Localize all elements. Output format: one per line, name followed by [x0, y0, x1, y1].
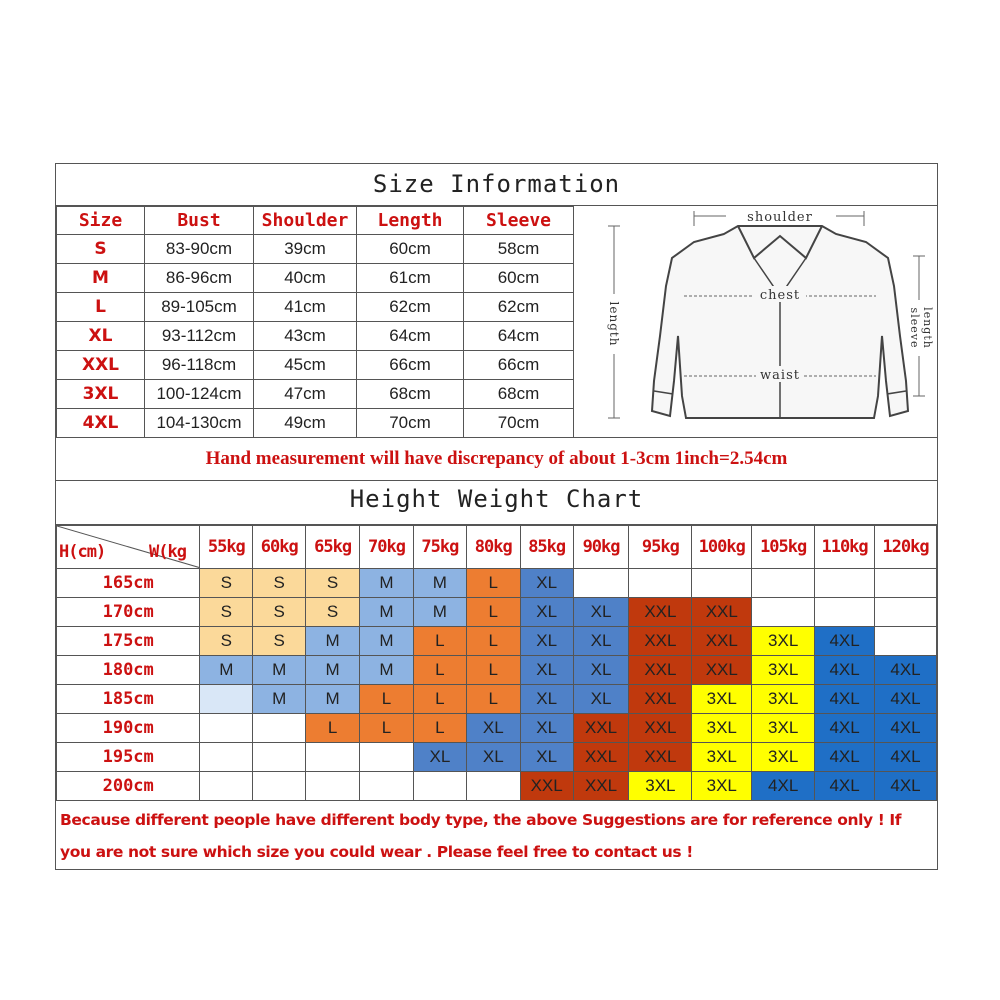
- size-recommendation-cell: S: [253, 598, 306, 627]
- size-recommendation-cell: 4XL: [875, 772, 937, 801]
- hw-table-row: [57, 627, 937, 656]
- weight-header-cell: 105kg: [752, 526, 815, 569]
- size-recommendation-cell: L: [466, 627, 520, 656]
- size-value-cell: 104-130cm: [145, 409, 254, 438]
- size-recommendation-cell: [466, 772, 520, 801]
- size-recommendation-cell: XL: [520, 627, 573, 656]
- weight-axis-label: W(kg: [149, 542, 186, 562]
- size-recommendation-cell: [413, 772, 466, 801]
- size-recommendation-cell: XXL: [629, 656, 692, 685]
- size-recommendation-cell: [752, 598, 815, 627]
- size-info-title: Size Information: [372, 170, 621, 198]
- size-recommendation-cell: M: [360, 656, 414, 685]
- size-value-cell: 66cm: [357, 351, 464, 380]
- size-recommendation-cell: L: [360, 685, 414, 714]
- hw-table-row: [57, 772, 937, 801]
- size-recommendation-cell: XXL: [573, 714, 629, 743]
- height-label-cell: 195cm: [57, 743, 200, 772]
- size-recommendation-cell: 4XL: [875, 743, 937, 772]
- size-recommendation-cell: M: [413, 598, 466, 627]
- size-recommendation-cell: [360, 743, 414, 772]
- size-recommendation-cell: 4XL: [815, 743, 875, 772]
- shirt-diagram-icon: [574, 206, 937, 436]
- discrepancy-note: Hand measurement will have discrepancy of about 1-3cm 1inch=2.54cm: [205, 448, 788, 469]
- height-axis-label: H(cm): [59, 542, 106, 562]
- weight-header-cell: 70kg: [360, 526, 414, 569]
- weight-header-cell: 80kg: [466, 526, 520, 569]
- size-value-cell: 58cm: [464, 235, 574, 264]
- chest-label: chest: [759, 288, 801, 303]
- size-recommendation-cell: [692, 569, 752, 598]
- size-recommendation-cell: [253, 714, 306, 743]
- hw-table-row: [57, 598, 937, 627]
- reference-note: Because different people have different body type, the above Suggestions are for reference only ! If you are not sure which size you could wear . Please feel free to contact us !: [60, 811, 902, 861]
- size-recommendation-cell: 4XL: [815, 714, 875, 743]
- size-recommendation-cell: L: [466, 685, 520, 714]
- size-recommendation-cell: [875, 627, 937, 656]
- weight-header-cell: 110kg: [815, 526, 875, 569]
- size-recommendation-cell: XL: [466, 714, 520, 743]
- size-recommendation-cell: [875, 598, 937, 627]
- shoulder-label: shoulder: [747, 210, 813, 225]
- size-recommendation-cell: M: [306, 627, 360, 656]
- size-table-header: [57, 207, 574, 235]
- size-recommendation-cell: 3XL: [752, 685, 815, 714]
- length-label: length: [607, 301, 621, 347]
- size-recommendation-cell: [306, 743, 360, 772]
- size-recommendation-cell: M: [360, 627, 414, 656]
- size-recommendation-cell: 4XL: [875, 685, 937, 714]
- size-recommendation-cell: L: [360, 714, 414, 743]
- size-recommendation-cell: XL: [520, 685, 573, 714]
- size-recommendation-cell: M: [360, 569, 414, 598]
- size-value-cell: 100-124cm: [145, 380, 254, 409]
- size-recommendation-cell: XL: [573, 656, 629, 685]
- size-value-cell: 61cm: [357, 264, 464, 293]
- height-label-cell: 175cm: [57, 627, 200, 656]
- size-recommendation-cell: XXL: [573, 743, 629, 772]
- size-value-cell: 45cm: [254, 351, 357, 380]
- weight-header-cell: 55kg: [200, 526, 253, 569]
- shirt-diagram: [574, 206, 937, 436]
- size-value-cell: 86-96cm: [145, 264, 254, 293]
- size-recommendation-cell: S: [306, 598, 360, 627]
- size-label-cell: XXL: [57, 351, 145, 380]
- height-label-cell: 180cm: [57, 656, 200, 685]
- size-recommendation-cell: XL: [573, 627, 629, 656]
- size-value-cell: 83-90cm: [145, 235, 254, 264]
- height-label-cell: 165cm: [57, 569, 200, 598]
- height-weight-table: [56, 525, 937, 801]
- size-value-cell: 62cm: [464, 293, 574, 322]
- size-recommendation-cell: L: [466, 598, 520, 627]
- size-value-cell: 39cm: [254, 235, 357, 264]
- height-label-cell: 200cm: [57, 772, 200, 801]
- size-recommendation-cell: S: [200, 598, 253, 627]
- size-table-row: [57, 409, 574, 438]
- weight-header-cell: 85kg: [520, 526, 573, 569]
- size-recommendation-cell: 3XL: [692, 685, 752, 714]
- size-label-cell: L: [57, 293, 145, 322]
- size-recommendation-cell: M: [360, 598, 414, 627]
- size-recommendation-cell: [253, 772, 306, 801]
- size-recommendation-cell: L: [413, 627, 466, 656]
- size-value-cell: 68cm: [464, 380, 574, 409]
- size-recommendation-cell: [253, 743, 306, 772]
- size-recommendation-cell: XXL: [629, 627, 692, 656]
- size-table-header-cell: Length: [357, 207, 464, 235]
- size-recommendation-cell: 4XL: [815, 772, 875, 801]
- size-label-cell: XL: [57, 322, 145, 351]
- size-recommendation-cell: XL: [520, 656, 573, 685]
- divider: [56, 480, 937, 481]
- size-value-cell: 93-112cm: [145, 322, 254, 351]
- size-value-cell: 70cm: [357, 409, 464, 438]
- size-recommendation-cell: M: [306, 685, 360, 714]
- size-recommendation-cell: XXL: [692, 656, 752, 685]
- weight-header-cell: 60kg: [253, 526, 306, 569]
- size-value-cell: 62cm: [357, 293, 464, 322]
- weight-header-cell: 100kg: [692, 526, 752, 569]
- size-recommendation-cell: S: [200, 627, 253, 656]
- size-recommendation-cell: [875, 569, 937, 598]
- size-recommendation-cell: [573, 569, 629, 598]
- height-label-cell: 190cm: [57, 714, 200, 743]
- size-recommendation-cell: 4XL: [875, 714, 937, 743]
- size-table-row: [57, 322, 574, 351]
- size-recommendation-cell: XL: [466, 743, 520, 772]
- size-recommendation-cell: M: [253, 656, 306, 685]
- size-table-row: [57, 351, 574, 380]
- size-table-row: [57, 264, 574, 293]
- weight-header-cell: 120kg: [875, 526, 937, 569]
- hw-table-header: [57, 526, 937, 569]
- size-recommendation-cell: 3XL: [692, 772, 752, 801]
- size-value-cell: 43cm: [254, 322, 357, 351]
- size-recommendation-cell: XXL: [629, 743, 692, 772]
- size-recommendation-cell: 4XL: [875, 656, 937, 685]
- size-recommendation-cell: 3XL: [752, 743, 815, 772]
- size-value-cell: 64cm: [357, 322, 464, 351]
- height-label-cell: 170cm: [57, 598, 200, 627]
- size-recommendation-cell: S: [253, 569, 306, 598]
- size-table: [56, 206, 574, 438]
- size-recommendation-cell: 3XL: [752, 714, 815, 743]
- size-recommendation-cell: 3XL: [692, 743, 752, 772]
- hw-table-row: [57, 656, 937, 685]
- size-recommendation-cell: [200, 685, 253, 714]
- size-recommendation-cell: L: [306, 714, 360, 743]
- size-value-cell: 66cm: [464, 351, 574, 380]
- size-recommendation-cell: XL: [520, 743, 573, 772]
- weight-header-cell: 65kg: [306, 526, 360, 569]
- size-recommendation-cell: XXL: [520, 772, 573, 801]
- size-value-cell: 47cm: [254, 380, 357, 409]
- size-recommendation-cell: [815, 598, 875, 627]
- hw-table-row: [57, 714, 937, 743]
- size-recommendation-cell: M: [306, 656, 360, 685]
- size-recommendation-cell: M: [253, 685, 306, 714]
- size-label-cell: S: [57, 235, 145, 264]
- size-recommendation-cell: L: [413, 714, 466, 743]
- size-table-header-cell: Shoulder: [254, 207, 357, 235]
- size-recommendation-cell: 4XL: [815, 685, 875, 714]
- size-recommendation-cell: [200, 772, 253, 801]
- size-recommendation-cell: [752, 569, 815, 598]
- hw-table-row: [57, 743, 937, 772]
- weight-header-cell: 75kg: [413, 526, 466, 569]
- size-recommendation-cell: XXL: [573, 772, 629, 801]
- size-recommendation-cell: XL: [520, 714, 573, 743]
- size-recommendation-cell: [629, 569, 692, 598]
- size-recommendation-cell: L: [466, 569, 520, 598]
- waist-label: waist: [760, 368, 800, 383]
- size-table-row: [57, 235, 574, 264]
- size-table-row: [57, 380, 574, 409]
- size-table-header-cell: Sleeve: [464, 207, 574, 235]
- size-recommendation-cell: 4XL: [815, 656, 875, 685]
- size-recommendation-cell: XXL: [629, 598, 692, 627]
- hw-chart-title: Height Weight Chart: [349, 485, 644, 513]
- size-recommendation-cell: 3XL: [752, 627, 815, 656]
- size-recommendation-cell: XL: [520, 598, 573, 627]
- size-recommendation-cell: L: [413, 685, 466, 714]
- size-value-cell: 68cm: [357, 380, 464, 409]
- size-recommendation-cell: M: [200, 656, 253, 685]
- size-recommendation-cell: XL: [520, 569, 573, 598]
- size-value-cell: 96-118cm: [145, 351, 254, 380]
- size-label-cell: 4XL: [57, 409, 145, 438]
- size-value-cell: 40cm: [254, 264, 357, 293]
- size-recommendation-cell: XXL: [692, 627, 752, 656]
- size-label-cell: 3XL: [57, 380, 145, 409]
- size-recommendation-cell: S: [200, 569, 253, 598]
- size-label-cell: M: [57, 264, 145, 293]
- size-recommendation-cell: XL: [573, 685, 629, 714]
- size-recommendation-cell: L: [466, 656, 520, 685]
- weight-header-cell: 95kg: [629, 526, 692, 569]
- size-recommendation-cell: S: [306, 569, 360, 598]
- size-value-cell: 89-105cm: [145, 293, 254, 322]
- sleeve-length-label: length: [921, 307, 934, 349]
- size-recommendation-cell: XXL: [692, 598, 752, 627]
- size-recommendation-cell: S: [253, 627, 306, 656]
- size-recommendation-cell: [200, 743, 253, 772]
- size-value-cell: 60cm: [357, 235, 464, 264]
- size-chart-card: [55, 163, 938, 870]
- size-recommendation-cell: [200, 714, 253, 743]
- size-recommendation-cell: [815, 569, 875, 598]
- size-recommendation-cell: L: [413, 656, 466, 685]
- hw-table-row: [57, 685, 937, 714]
- size-recommendation-cell: 3XL: [629, 772, 692, 801]
- size-recommendation-cell: XL: [413, 743, 466, 772]
- size-recommendation-cell: XL: [573, 598, 629, 627]
- size-value-cell: 70cm: [464, 409, 574, 438]
- size-recommendation-cell: 3XL: [752, 656, 815, 685]
- height-label-cell: 185cm: [57, 685, 200, 714]
- size-table-header-cell: Bust: [145, 207, 254, 235]
- size-value-cell: 49cm: [254, 409, 357, 438]
- size-value-cell: 60cm: [464, 264, 574, 293]
- hw-corner-cell: [57, 526, 200, 569]
- size-recommendation-cell: 3XL: [692, 714, 752, 743]
- size-value-cell: 41cm: [254, 293, 357, 322]
- size-recommendation-cell: XXL: [629, 685, 692, 714]
- size-table-row: [57, 293, 574, 322]
- size-recommendation-cell: [306, 772, 360, 801]
- size-recommendation-cell: [360, 772, 414, 801]
- weight-header-cell: 90kg: [573, 526, 629, 569]
- size-recommendation-cell: XXL: [629, 714, 692, 743]
- sleeve-label: sleeve: [908, 307, 921, 349]
- size-recommendation-cell: M: [413, 569, 466, 598]
- size-value-cell: 64cm: [464, 322, 574, 351]
- size-table-header-cell: Size: [57, 207, 145, 235]
- hw-table-row: [57, 569, 937, 598]
- size-recommendation-cell: 4XL: [815, 627, 875, 656]
- size-recommendation-cell: 4XL: [752, 772, 815, 801]
